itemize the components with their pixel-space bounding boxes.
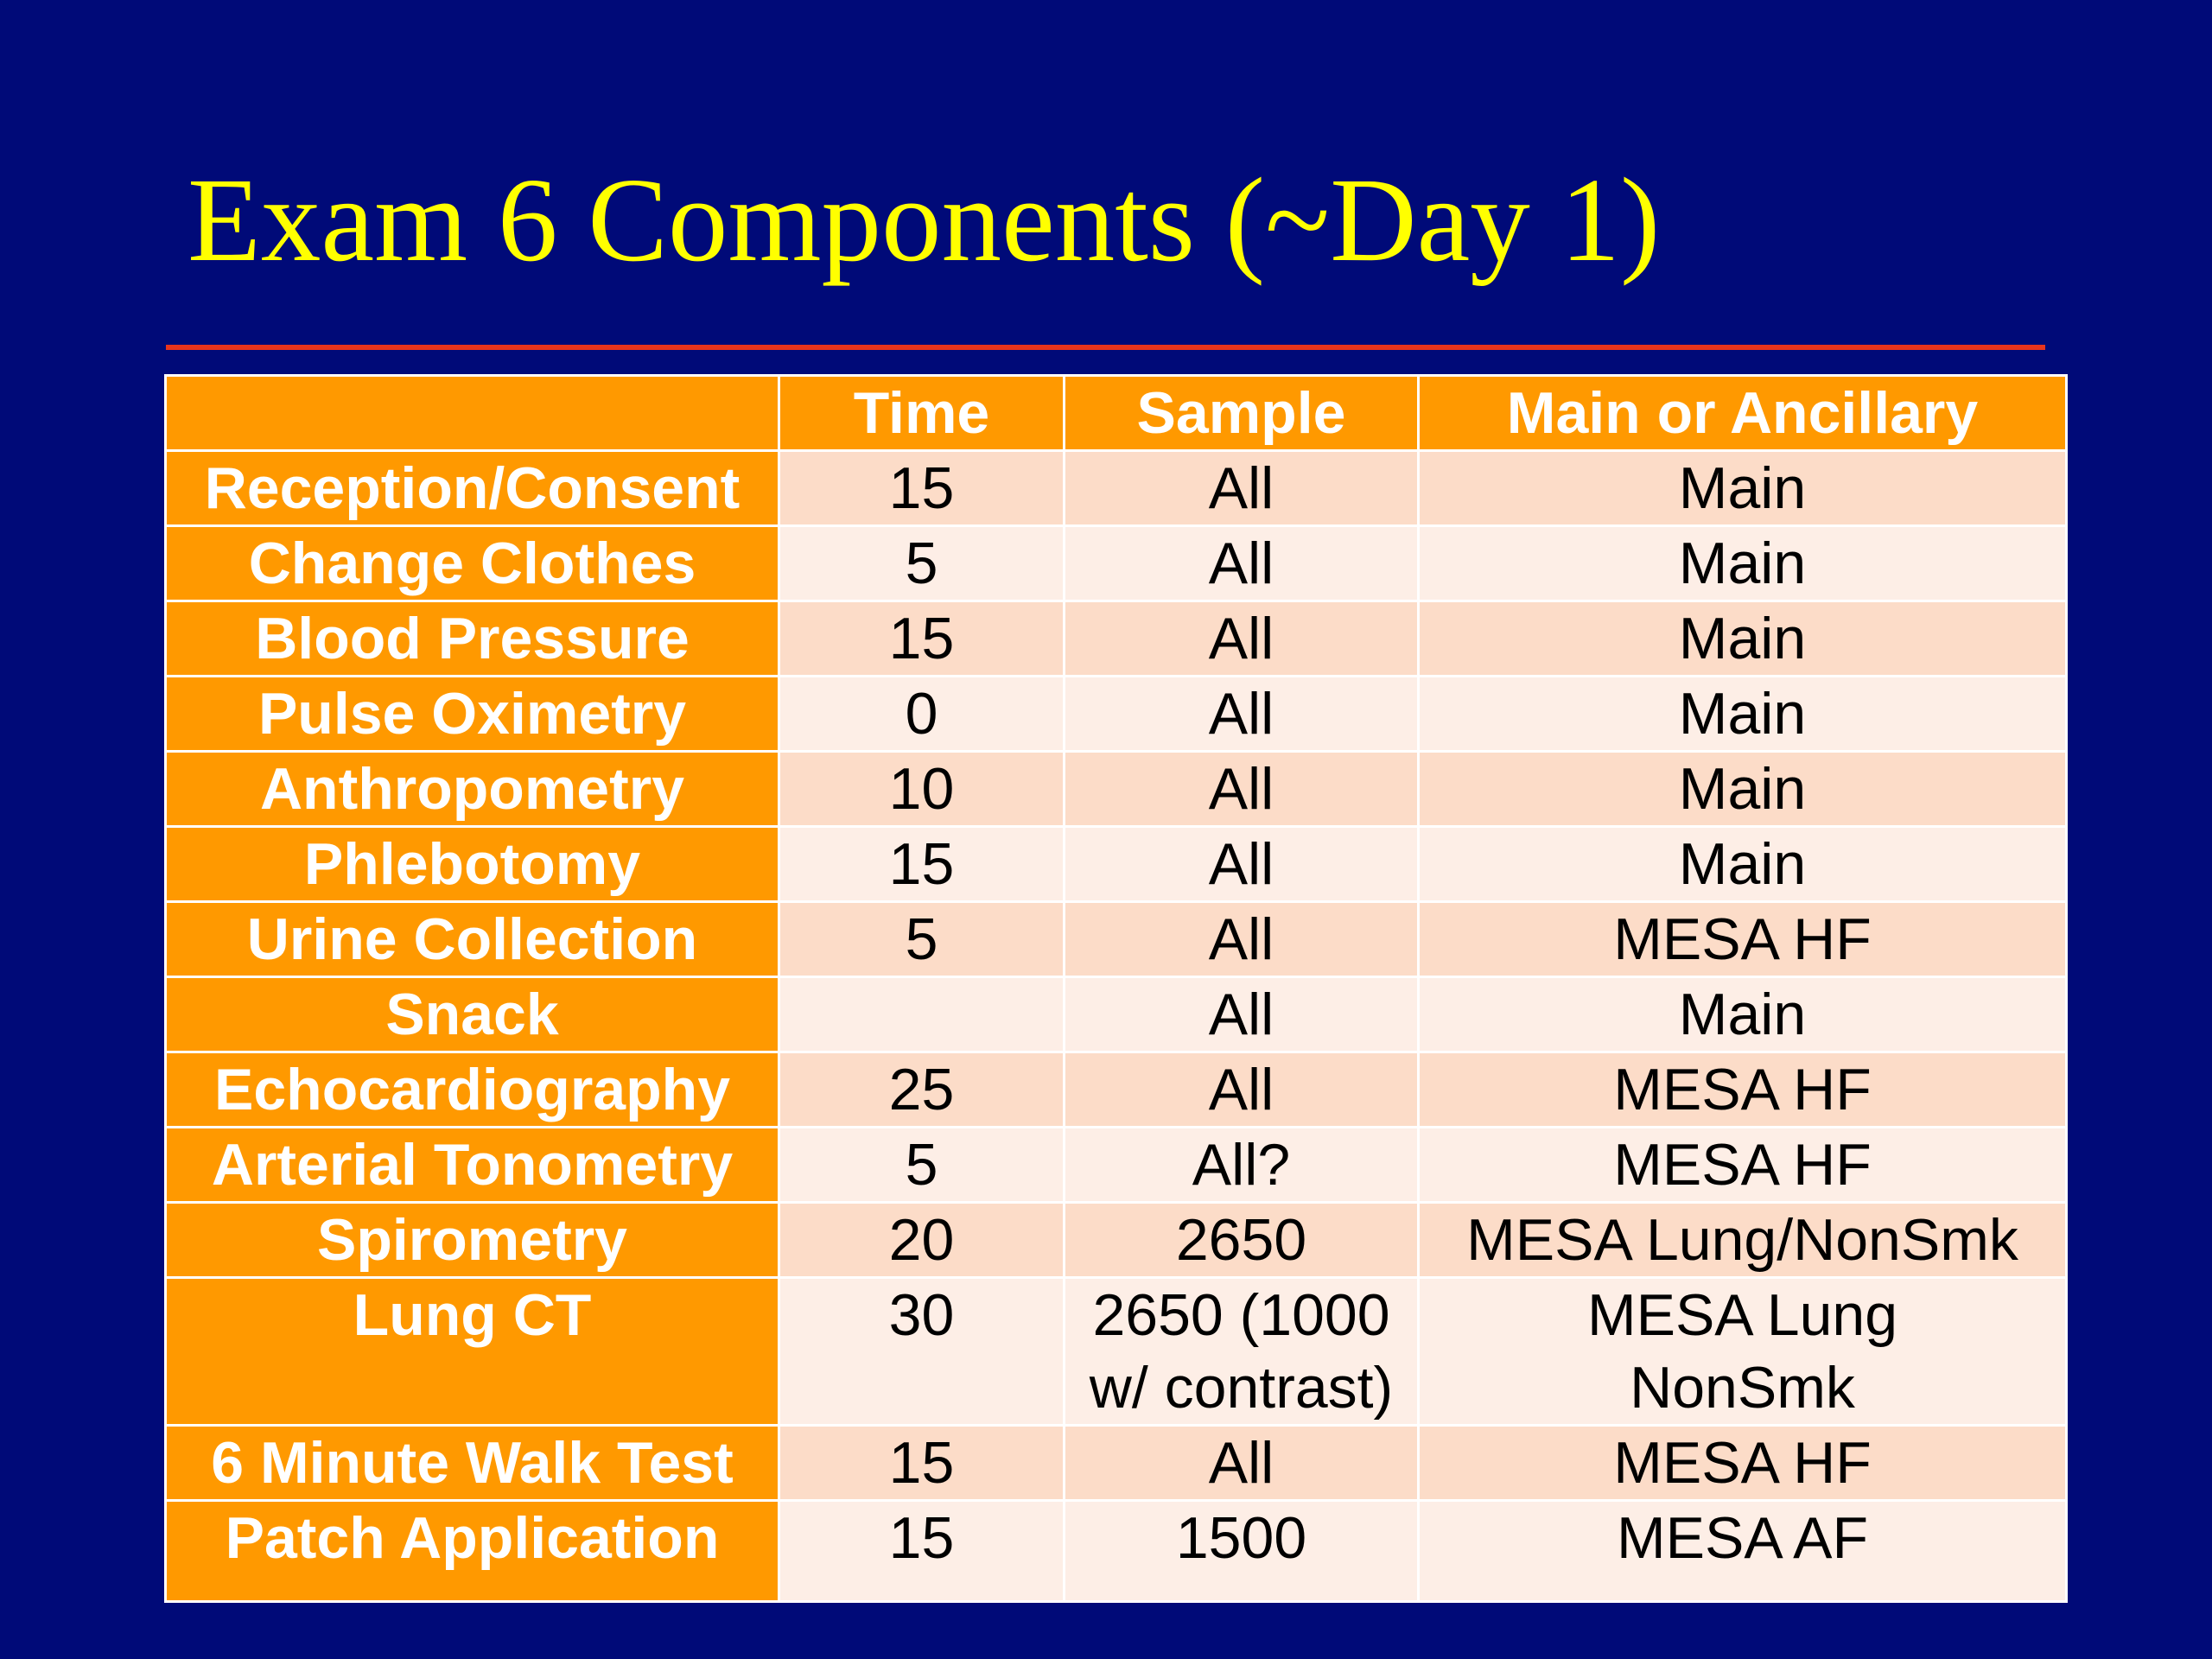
row-time: 15 (779, 827, 1065, 902)
header-component (166, 376, 779, 451)
row-main-or-ancillary-line: NonSmk (1630, 1355, 1855, 1421)
row-main-or-ancillary: Main (1419, 752, 2067, 827)
table-row (166, 1052, 2067, 1128)
row-sample-line: 2650 (1000 (1092, 1282, 1390, 1348)
table-row (166, 677, 2067, 752)
row-time: 15 (779, 601, 1065, 677)
row-main-or-ancillary: Main (1419, 526, 2067, 601)
table-row (166, 1501, 2067, 1602)
row-component: Pulse Oximetry (166, 677, 779, 752)
row-component: Reception/Consent (166, 451, 779, 526)
row-component: Phlebotomy (166, 827, 779, 902)
table-row (166, 1203, 2067, 1278)
row-main-or-ancillary: Main (1419, 601, 2067, 677)
row-main-or-ancillary: MESA HF (1419, 1128, 2067, 1203)
row-sample: All (1065, 526, 1419, 601)
row-component: Anthropometry (166, 752, 779, 827)
header-time: Time (779, 376, 1065, 451)
row-component: Patch Application (166, 1501, 779, 1602)
slide-title: Exam 6 Components (~Day 1) (188, 154, 1661, 287)
row-time: 20 (779, 1203, 1065, 1278)
row-main-or-ancillary-line: MESA Lung (1586, 1282, 1898, 1348)
table-row (166, 601, 2067, 677)
row-sample (1065, 1278, 1419, 1426)
table-row (166, 1278, 2067, 1426)
row-sample: All (1065, 601, 1419, 677)
row-main-or-ancillary: Main (1419, 677, 2067, 752)
row-component: Lung CT (166, 1278, 779, 1426)
row-sample: All (1065, 827, 1419, 902)
row-sample-line: w/ contrast) (1089, 1355, 1394, 1421)
row-time: 0 (779, 677, 1065, 752)
row-component: Urine Collection (166, 902, 779, 977)
table-row (166, 1128, 2067, 1203)
row-component: Echocardiography (166, 1052, 779, 1128)
row-time: 10 (779, 752, 1065, 827)
header-sample: Sample (1065, 376, 1419, 451)
row-sample: 1500 (1065, 1501, 1419, 1602)
table-row (166, 977, 2067, 1052)
row-sample: 2650 (1065, 1203, 1419, 1278)
row-component: Snack (166, 977, 779, 1052)
row-sample: All (1065, 1426, 1419, 1501)
row-sample: All (1065, 977, 1419, 1052)
table-row (166, 902, 2067, 977)
row-main-or-ancillary: MESA HF (1419, 902, 2067, 977)
row-main-or-ancillary: MESA HF (1419, 1052, 2067, 1128)
row-time: 5 (779, 526, 1065, 601)
row-time: 15 (779, 1426, 1065, 1501)
row-time: 5 (779, 1128, 1065, 1203)
row-time: 15 (779, 1501, 1065, 1602)
title-divider (166, 345, 2045, 350)
row-sample: All? (1065, 1128, 1419, 1203)
header-main-or-ancillary: Main or Ancillary (1419, 376, 2067, 451)
row-time: 5 (779, 902, 1065, 977)
row-sample: All (1065, 752, 1419, 827)
row-component: Change Clothes (166, 526, 779, 601)
row-sample: All (1065, 1052, 1419, 1128)
row-component: Spirometry (166, 1203, 779, 1278)
table-row (166, 752, 2067, 827)
row-main-or-ancillary: MESA Lung/NonSmk (1419, 1203, 2067, 1278)
row-main-or-ancillary: Main (1419, 977, 2067, 1052)
row-time: 15 (779, 451, 1065, 526)
row-sample: All (1065, 902, 1419, 977)
table-row (166, 1426, 2067, 1501)
row-main-or-ancillary (1419, 1278, 2067, 1426)
row-main-or-ancillary: Main (1419, 827, 2067, 902)
row-time: 25 (779, 1052, 1065, 1128)
row-time (779, 977, 1065, 1052)
row-component: Arterial Tonometry (166, 1128, 779, 1203)
row-sample: All (1065, 677, 1419, 752)
row-main-or-ancillary: MESA HF (1419, 1426, 2067, 1501)
table-row (166, 827, 2067, 902)
row-component: Blood Pressure (166, 601, 779, 677)
row-main-or-ancillary: Main (1419, 451, 2067, 526)
row-time: 30 (779, 1278, 1065, 1426)
exam-components-table (164, 374, 2068, 1603)
row-main-or-ancillary: MESA AF (1419, 1501, 2067, 1602)
table-row (166, 451, 2067, 526)
row-sample: All (1065, 451, 1419, 526)
table-row (166, 526, 2067, 601)
table-header-row (166, 376, 2067, 451)
row-component: 6 Minute Walk Test (166, 1426, 779, 1501)
